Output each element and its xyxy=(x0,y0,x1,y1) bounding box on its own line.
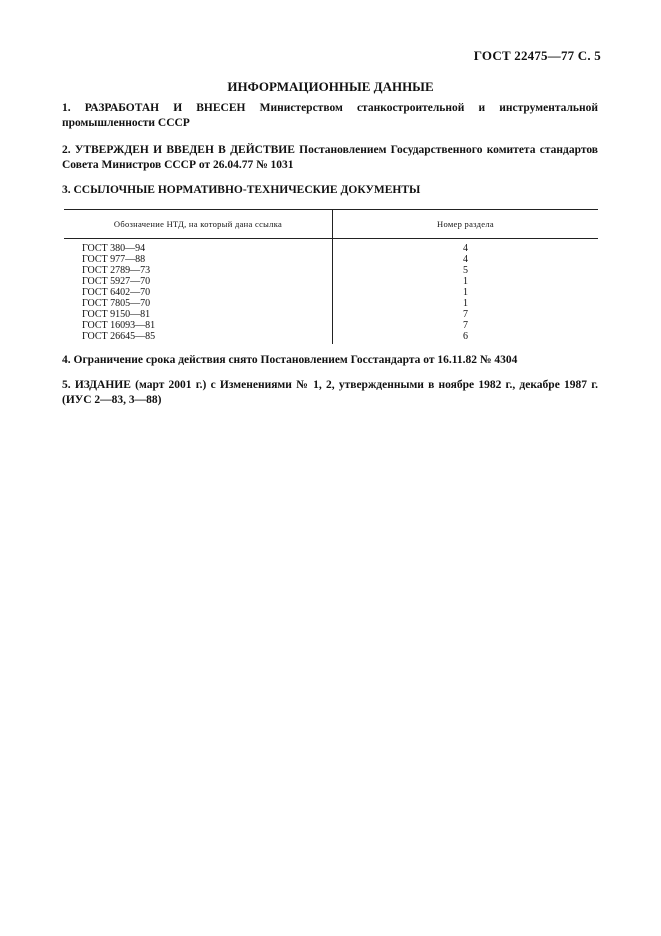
section-cell: 6 xyxy=(463,331,468,342)
table-row xyxy=(64,287,598,298)
ntd-cell: ГОСТ 5927—70 xyxy=(64,276,333,287)
ntd-cell: ГОСТ 26645—85 xyxy=(64,331,333,344)
info-item-text: ИЗДАНИЕ (март 2001 г.) с Изменениями № 1, 2, утвержденными в ноябре 1982 г., декабре 1987 г. (ИУС 2—83, 3—88) xyxy=(62,379,599,406)
info-item-number: 1. xyxy=(62,102,71,114)
table-row xyxy=(64,265,598,276)
ntd-cell: ГОСТ 9150—81 xyxy=(64,309,333,320)
info-item-4 xyxy=(62,353,598,368)
column-header-section: Номер раздела xyxy=(333,210,599,239)
ntd-cell: ГОСТ 2789—73 xyxy=(64,265,333,276)
section-cell: 4 xyxy=(463,243,468,254)
info-item-number: 5. xyxy=(62,379,71,391)
info-item-number: 2. xyxy=(62,144,71,156)
section-cell: 5 xyxy=(463,265,468,276)
table-row xyxy=(64,309,598,320)
section-cell: 7 xyxy=(463,320,468,331)
ntd-cell: ГОСТ 16093—81 xyxy=(64,320,333,331)
table-row xyxy=(64,331,598,344)
ntd-cell: ГОСТ 380—94 xyxy=(64,239,333,255)
info-item-text: УТВЕРЖДЕН И ВВЕДЕН В ДЕЙСТВИЕ Постановлением Государственного комитета стандартов Совета Министров СССР от 26.04.77 № 1031 xyxy=(62,144,598,171)
table-header-row xyxy=(64,210,598,239)
section-cell: 1 xyxy=(463,287,468,298)
info-item-3 xyxy=(62,183,598,198)
info-item-2 xyxy=(62,143,598,173)
section-cell: 1 xyxy=(463,276,468,287)
info-item-number: 3. xyxy=(62,184,71,196)
info-item-text: ССЫЛОЧНЫЕ НОРМАТИВНО-ТЕХНИЧЕСКИЕ ДОКУМЕНТЫ xyxy=(73,184,421,196)
ntd-cell: ГОСТ 6402—70 xyxy=(64,287,333,298)
table-row xyxy=(64,298,598,309)
table-row xyxy=(64,276,598,287)
table-row xyxy=(64,239,598,255)
section-cell: 4 xyxy=(463,254,468,265)
reference-documents-table xyxy=(64,209,598,344)
page-title: ИНФОРМАЦИОННЫЕ ДАННЫЕ xyxy=(227,79,434,94)
page-header-doc-ref: ГОСТ 22475—77 С. 5 xyxy=(473,48,601,63)
ntd-cell: ГОСТ 977—88 xyxy=(64,254,333,265)
table-row xyxy=(64,320,598,331)
table-row xyxy=(64,254,598,265)
info-item-text: РАЗРАБОТАН И ВНЕСЕН Министерством станкостроительной и инструментальной промышленности СССР xyxy=(62,102,598,129)
info-item-text: Ограничение срока действия снято Постановлением Госстандарта от 16.11.82 № 4304 xyxy=(73,354,518,366)
section-cell: 1 xyxy=(463,298,468,309)
info-item-number: 4. xyxy=(62,354,71,366)
column-header-ntd: Обозначение НТД, на который дана ссылка xyxy=(64,210,333,239)
ntd-cell: ГОСТ 7805—70 xyxy=(64,298,333,309)
info-item-1 xyxy=(62,101,598,131)
section-cell: 7 xyxy=(463,309,468,320)
info-item-5 xyxy=(62,378,598,408)
